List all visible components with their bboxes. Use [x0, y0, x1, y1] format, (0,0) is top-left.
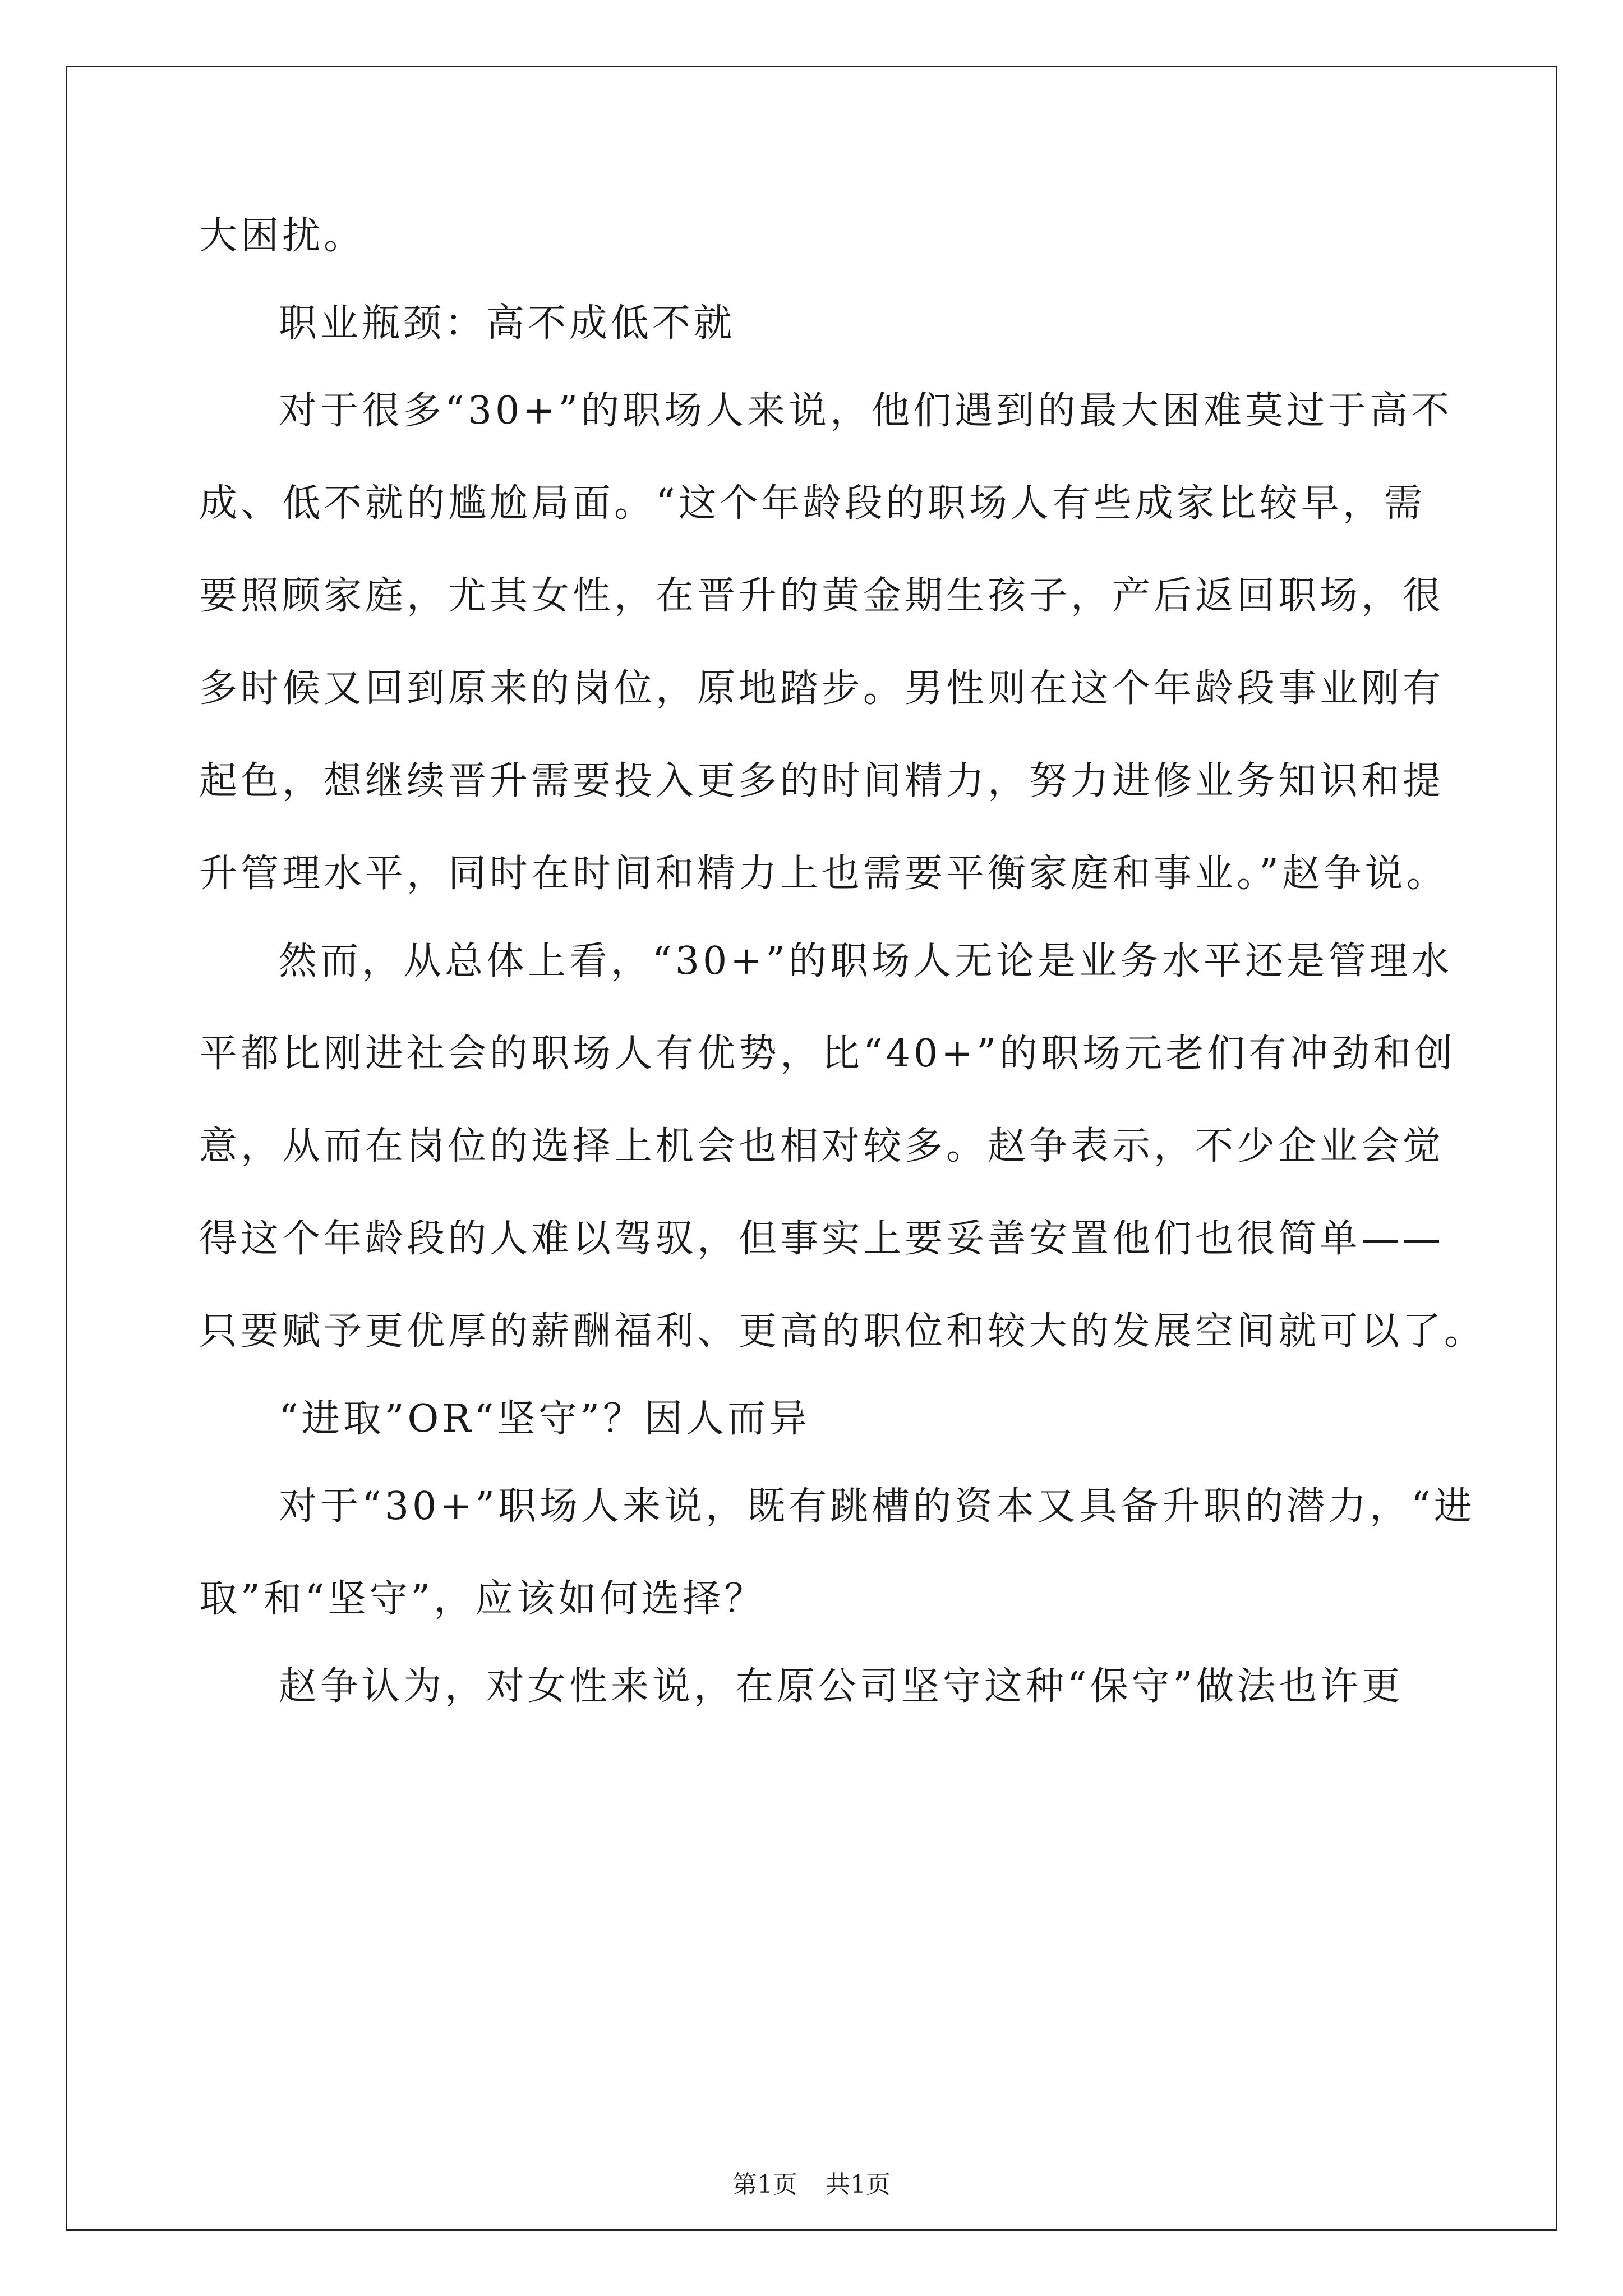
section-heading: “进取”OR“坚守”？因人而异	[279, 1397, 811, 1441]
section-heading: 职业瓶颈：高不成低不就	[279, 301, 736, 346]
paragraph-line: 然而，从总体上看，“30+”的职场人无论是业务水平还是管理水	[279, 939, 1453, 983]
paragraph-line: 成、低不就的尴尬局面。“这个年龄段的职场人有些成家比较早，需	[199, 481, 1426, 526]
paragraph-line: 意，从而在岗位的选择上机会也相对较多。赵争表示，不少企业会觉	[199, 1124, 1445, 1168]
paragraph-line: 平都比刚进社会的职场人有优势，比“40+”的职场元老们有冲劲和创	[199, 1032, 1456, 1076]
paragraph-line: 升管理水平，同时在时间和精力上也需要平衡家庭和事业。”赵争说。	[199, 852, 1448, 896]
paragraph-line: 大困扰。	[199, 214, 366, 258]
paragraph-line: 只要赋予更优厚的薪酬福利、更高的职位和较大的发展空间就可以了。	[199, 1309, 1486, 1354]
paragraph-line: 多时候又回到原来的岗位，原地踏步。男性则在这个年龄段事业刚有	[199, 666, 1445, 711]
paragraph-line: 取”和“坚守”，应该如何选择？	[199, 1577, 766, 1621]
paragraph-line: 起色，想继续晋升需要投入更多的时间精力，努力进修业务知识和提	[199, 759, 1445, 803]
paragraph-line: 要照顾家庭，尤其女性，在晋升的黄金期生孩子，产后返回职场，很	[199, 574, 1445, 618]
paragraph-line: 对于很多“30+”的职场人来说，他们遇到的最大困难莫过于高不	[279, 389, 1453, 433]
paragraph-line: 对于“30+”职场人来说，既有跳槽的资本又具备升职的潜力，“进	[279, 1484, 1476, 1529]
page-count: 共1页	[826, 2170, 891, 2199]
page-footer	[0, 2168, 1623, 2202]
paragraph-line: 得这个年龄段的人难以驾驭，但事实上要妥善安置他们也很简单——	[199, 1217, 1445, 1261]
page-number: 第1页	[732, 2170, 797, 2199]
paragraph-line: 赵争认为，对女性来说，在原公司坚守这种“保守”做法也许更	[279, 1664, 1404, 1709]
